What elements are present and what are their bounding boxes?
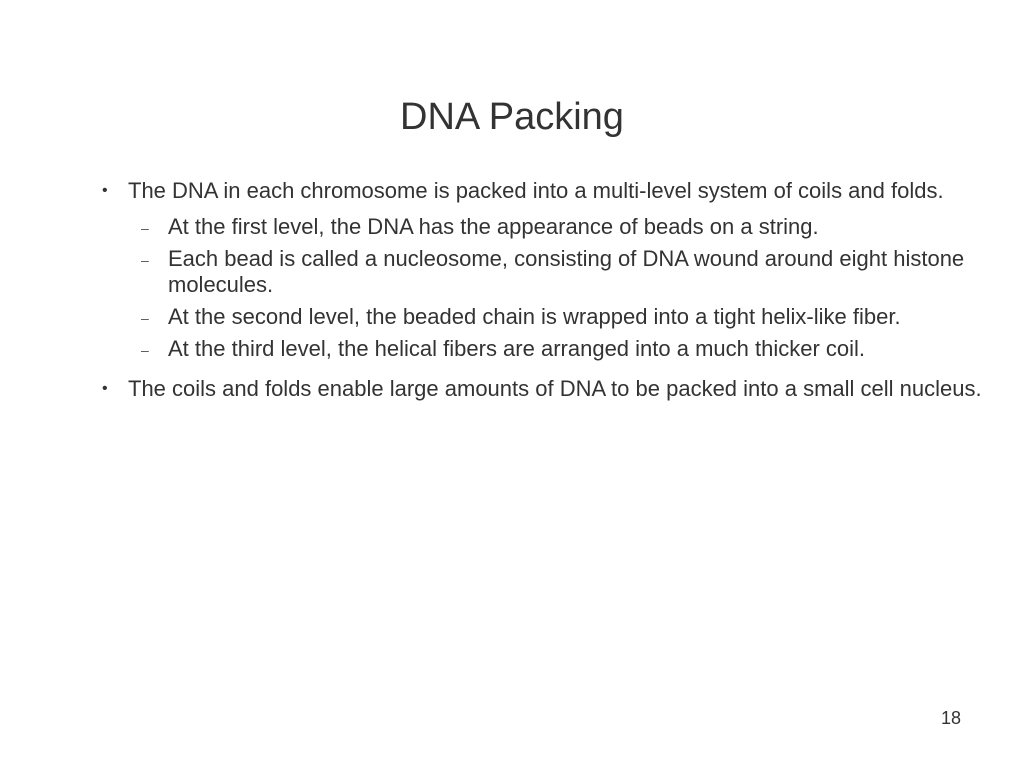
sub-bullet-text: At the first level, the DNA has the appearance of beads on a string. [168, 214, 819, 239]
slide-title: DNA Packing [400, 96, 624, 138]
bullet-item-1 [100, 178, 990, 362]
bullet-list [100, 178, 990, 402]
dash-marker: – [141, 342, 149, 358]
bullet-text: The coils and folds enable large amounts of DNA to be packed into a small cell nucleus. [128, 376, 982, 401]
bullet-text: The DNA in each chromosome is packed into a multi-level system of coils and folds. [128, 178, 944, 203]
bullet-marker: • [102, 182, 108, 199]
dash-marker: – [141, 252, 149, 268]
sub-bullet-text: Each bead is called a nucleosome, consisting of DNA wound around eight histone molecules. [168, 246, 965, 297]
sub-bullet-item-4 [128, 336, 990, 362]
dash-marker: – [141, 220, 149, 236]
dash-marker: – [141, 310, 149, 326]
sub-bullet-item-2 [128, 246, 990, 298]
sub-bullet-text: At the third level, the helical fibers are arranged into a much thicker coil. [168, 336, 866, 361]
sub-bullet-item-3 [128, 304, 990, 330]
sub-bullet-list [128, 214, 990, 362]
page-number: 18 [940, 708, 961, 728]
sub-bullet-text: At the second level, the beaded chain is wrapped into a tight helix-like fiber. [168, 304, 901, 329]
bullet-item-2 [100, 376, 990, 402]
sub-bullet-item-1 [128, 214, 990, 240]
bullet-marker: • [102, 380, 108, 397]
